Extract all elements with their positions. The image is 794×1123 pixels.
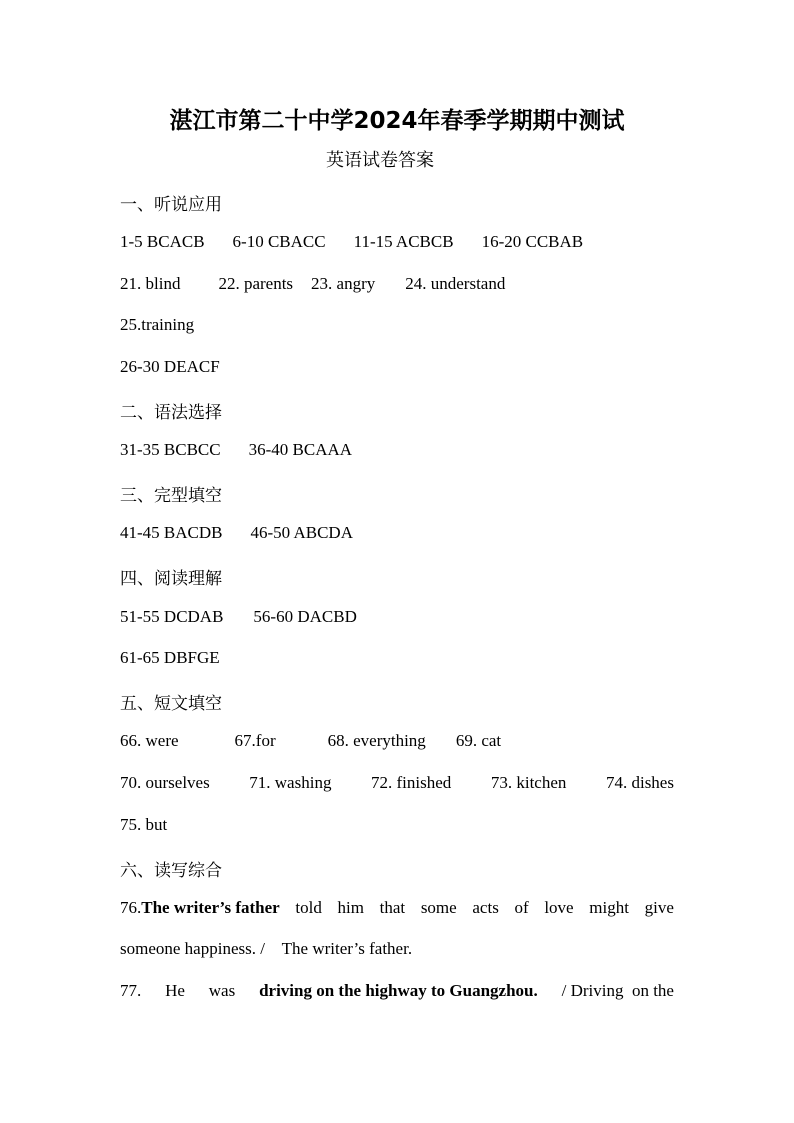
answer-group: 36-40 BCAAA xyxy=(248,440,353,459)
answer-line-61-65: 61-65 DBFGE xyxy=(120,648,220,667)
answer-76-lead xyxy=(120,898,280,918)
answer-line-1-20 xyxy=(120,232,583,252)
answer-group: 1-5 BCACB xyxy=(120,232,205,251)
answer-line-66-69 xyxy=(120,731,501,751)
answer-word: 21. blind xyxy=(120,274,181,293)
question-number: 76. xyxy=(120,898,142,917)
answer-word: 22. parents xyxy=(218,274,294,293)
section-heading-read-write: 六、读写综合 xyxy=(120,861,222,881)
answer-word: 66. were xyxy=(120,731,179,750)
answer-group: 11-15 ACBCB xyxy=(353,232,454,251)
answer-line-51-60 xyxy=(120,607,357,627)
answer-word: 73. kitchen xyxy=(490,773,567,792)
answer-word: give xyxy=(644,898,674,917)
answer-word: of xyxy=(514,898,529,917)
answer-word: 23. angry xyxy=(311,274,376,293)
answer-word: 71. washing xyxy=(249,773,332,792)
answer-group: 41-45 BACDB xyxy=(120,523,223,542)
answer-word: 72. finished xyxy=(371,773,452,792)
answer-word: told xyxy=(295,898,322,917)
answer-77-line-1 xyxy=(120,981,674,1001)
answer-group: 51-55 DCDAB xyxy=(120,607,224,626)
answer-word: 67.for xyxy=(234,731,276,750)
answer-word: that xyxy=(379,898,406,917)
answer-word: acts xyxy=(472,898,499,917)
answer-group: 6-10 CBACC xyxy=(232,232,326,251)
answer-line-25: 25.training xyxy=(120,315,195,334)
answer-group: 46-50 ABCDA xyxy=(250,523,353,542)
answer-word: 74. dishes xyxy=(605,773,674,792)
section-heading-listening: 一、听说应用 xyxy=(120,195,222,215)
answer-word: love xyxy=(544,898,574,917)
answer-76-bold: The writer’s father xyxy=(141,898,280,917)
answer-word: 24. understand xyxy=(405,274,506,293)
answer-word: some xyxy=(420,898,457,917)
answer-line-21-24 xyxy=(120,274,505,294)
answer-word: might xyxy=(589,898,629,917)
answer-77-tail: / Driving on the xyxy=(561,981,674,1000)
section-heading-reading: 四、阅读理解 xyxy=(120,569,222,589)
section-heading-gap-fill: 五、短文填空 xyxy=(120,694,222,714)
answer-word: 69. cat xyxy=(455,731,502,750)
answer-76-line-1 xyxy=(120,898,674,918)
answer-word: him xyxy=(337,898,364,917)
answer-word: 68. everything xyxy=(327,731,426,750)
answer-group: 31-35 BCBCC xyxy=(120,440,221,459)
answer-76-line-2: someone happiness. / The writer’s father. xyxy=(120,939,413,958)
page-title: 湛江市第二十中学2024年春季学期期中测试 xyxy=(169,108,625,134)
answer-line-70-74 xyxy=(120,773,674,793)
answer-line-31-40 xyxy=(120,440,352,460)
answer-line-41-50 xyxy=(120,523,353,543)
answer-group: 56-60 DACBD xyxy=(253,607,357,626)
answer-word: 70. ourselves xyxy=(120,773,210,792)
answer-group: 16-20 CCBAB xyxy=(481,232,584,251)
section-heading-cloze: 三、完型填空 xyxy=(120,486,222,506)
question-number: 77. xyxy=(120,981,142,1000)
answer-word: was xyxy=(208,981,236,1000)
answer-77-bold: driving on the highway to Guangzhou. xyxy=(259,981,538,1000)
answer-line-75: 75. but xyxy=(120,815,168,834)
answer-line-26-30: 26-30 DEACF xyxy=(120,357,220,376)
answer-word: He xyxy=(165,981,185,1000)
page-subtitle: 英语试卷答案 xyxy=(326,150,434,171)
section-heading-grammar: 二、语法选择 xyxy=(120,403,222,423)
